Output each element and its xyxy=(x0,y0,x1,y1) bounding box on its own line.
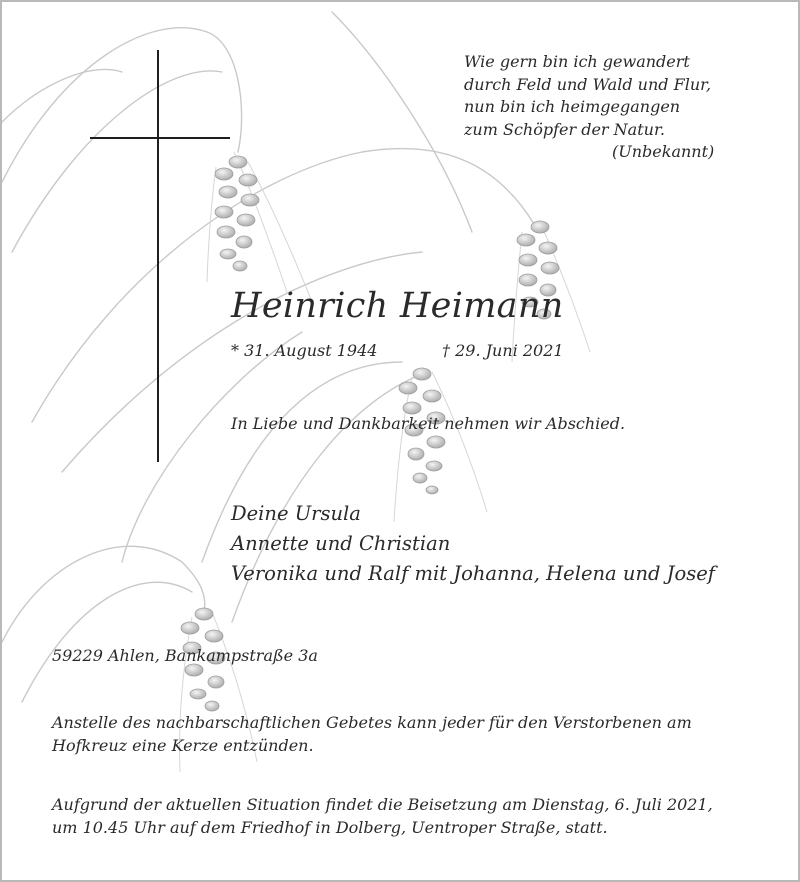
notice-line: Aufgrund der aktuellen Situation findet die Beisetzung am Dienstag, 6. Juli 2021, xyxy=(52,795,713,814)
farewell-text: In Liebe und Dankbarkeit nehmen wir Abschied. xyxy=(231,414,626,433)
prayer-notice xyxy=(52,711,692,757)
poem-author: (Unbekannt) xyxy=(612,142,715,161)
poem-line: Wie gern bin ich gewandert xyxy=(464,52,690,71)
death-date: † 29. Juni 2021 xyxy=(442,341,564,360)
poem-line: nun bin ich heimgegangen xyxy=(464,97,681,116)
notice-line: Hofkreuz eine Kerze entzünden. xyxy=(52,736,314,755)
cross-icon xyxy=(90,50,230,462)
notice-line: Anstelle des nachbarschaftlichen Gebetes kann jeder für den Verstorbenen am xyxy=(52,713,692,732)
family-member: Annette und Christian xyxy=(231,532,451,555)
notice-line: um 10.45 Uhr auf dem Friedhof in Dolberg, Uentroper Straße, statt. xyxy=(52,818,608,837)
poem-line: durch Feld und Wald und Flur, xyxy=(464,74,712,94)
address: 59229 Ahlen, Bankampstraße 3a xyxy=(52,646,318,665)
family-list xyxy=(231,499,715,589)
wheat-ear-1 xyxy=(215,156,259,271)
poem xyxy=(464,51,714,164)
birth-date: * 31. August 1944 xyxy=(231,341,378,360)
family-member: Deine Ursula xyxy=(231,502,361,525)
poem-line: zum Schöpfer der Natur. xyxy=(464,119,665,139)
deceased-name: Heinrich Heimann xyxy=(231,286,564,326)
burial-notice xyxy=(52,793,713,839)
family-member: Veronika und Ralf mit Johanna, Helena und Josef xyxy=(231,562,716,585)
